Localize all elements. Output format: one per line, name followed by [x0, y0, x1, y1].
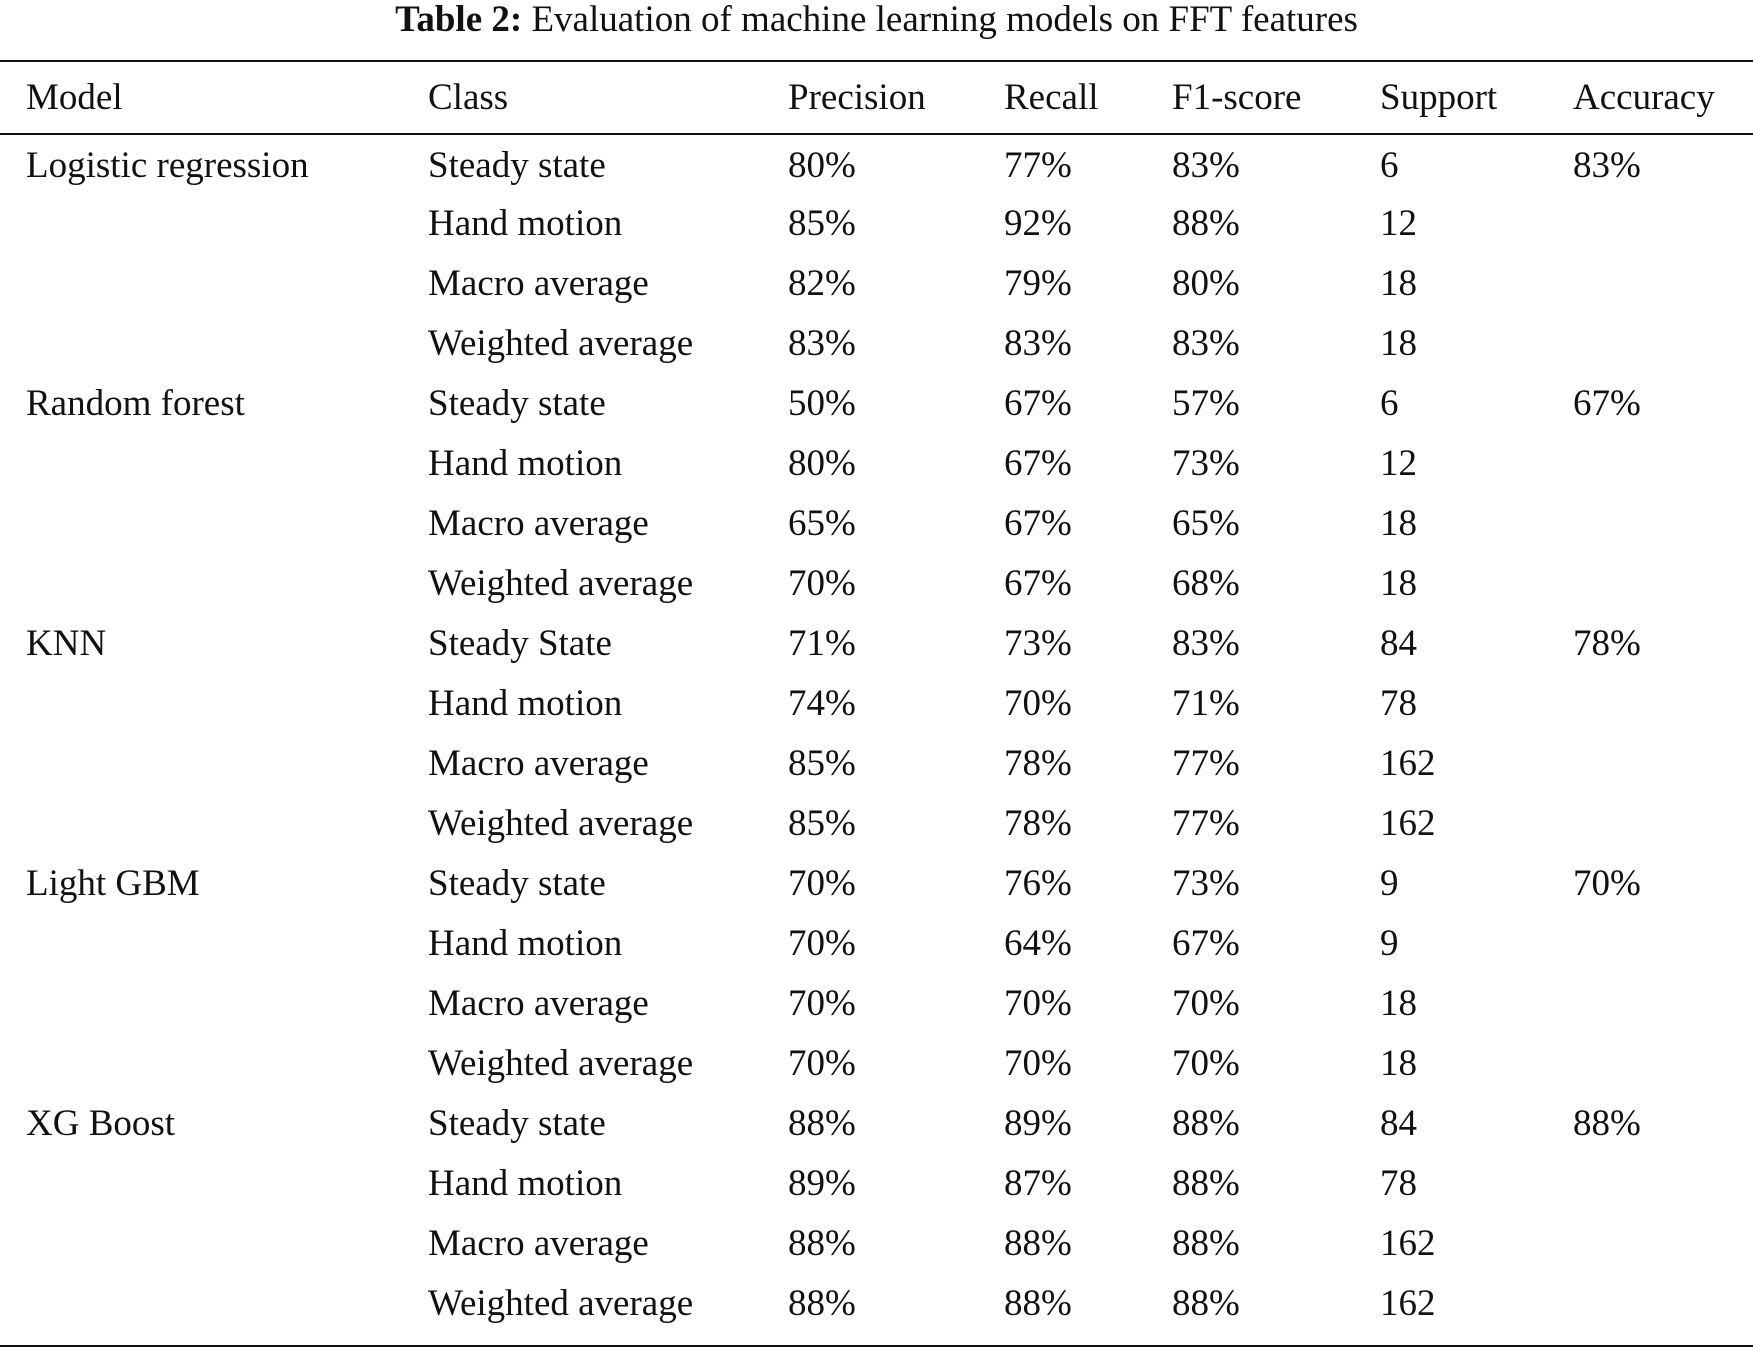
model-cell — [0, 913, 428, 973]
header-model: Model — [26, 77, 123, 118]
class-cell: Weighted average — [428, 802, 694, 844]
precision-cell: 70% — [788, 1042, 856, 1084]
class-cell: Steady state — [428, 144, 606, 186]
precision-cell: 74% — [788, 682, 856, 724]
precision-cell: 85% — [788, 202, 856, 244]
support-cell: 162 — [1380, 802, 1436, 844]
model-cell — [0, 553, 428, 613]
table-row — [0, 1033, 1753, 1093]
support-cell: 18 — [1380, 322, 1417, 364]
precision-cell: 50% — [788, 382, 856, 424]
accuracy-cell — [1573, 673, 1753, 733]
table-row — [0, 913, 1753, 973]
precision-cell: 88% — [788, 1222, 856, 1264]
recall-cell: 92% — [1004, 202, 1072, 244]
accuracy-cell — [1573, 1213, 1753, 1273]
header-recall: Recall — [1004, 77, 1099, 118]
f1-score-cell: 71% — [1172, 682, 1240, 724]
model-cell — [0, 1153, 428, 1213]
model-cell: Random forest — [26, 382, 245, 424]
precision-cell: 70% — [788, 982, 856, 1024]
support-cell: 78 — [1380, 1162, 1417, 1204]
recall-cell: 79% — [1004, 262, 1072, 304]
support-cell: 12 — [1380, 202, 1417, 244]
support-cell: 162 — [1380, 1222, 1436, 1264]
table-row — [0, 193, 1753, 253]
recall-cell: 88% — [1004, 1282, 1072, 1324]
table-row — [0, 973, 1753, 1033]
recall-cell: 67% — [1004, 502, 1072, 544]
f1-score-cell: 77% — [1172, 802, 1240, 844]
accuracy-cell — [1573, 1153, 1753, 1213]
precision-cell: 85% — [788, 742, 856, 784]
f1-score-cell: 57% — [1172, 382, 1240, 424]
f1-score-cell: 73% — [1172, 442, 1240, 484]
header-accuracy: Accuracy — [1573, 77, 1715, 118]
model-cell — [0, 1273, 428, 1333]
accuracy-cell — [1573, 253, 1753, 313]
precision-cell: 80% — [788, 442, 856, 484]
support-cell: 18 — [1380, 262, 1417, 304]
class-cell: Hand motion — [428, 202, 623, 244]
model-cell — [0, 193, 428, 253]
recall-cell: 83% — [1004, 322, 1072, 364]
f1-score-cell: 67% — [1172, 922, 1240, 964]
support-cell: 9 — [1380, 922, 1399, 964]
precision-cell: 82% — [788, 262, 856, 304]
support-cell: 9 — [1380, 862, 1399, 904]
model-cell: Logistic regression — [26, 144, 309, 186]
table-row — [0, 253, 1753, 313]
accuracy-cell — [1573, 193, 1753, 253]
class-cell: Steady state — [428, 382, 606, 424]
accuracy-cell: 88% — [1573, 1102, 1641, 1144]
support-cell: 18 — [1380, 562, 1417, 604]
support-cell: 84 — [1380, 1102, 1417, 1144]
table-row — [0, 433, 1753, 493]
precision-cell: 70% — [788, 562, 856, 604]
accuracy-cell — [1573, 493, 1753, 553]
accuracy-cell — [1573, 1033, 1753, 1093]
precision-cell: 70% — [788, 862, 856, 904]
recall-cell: 73% — [1004, 622, 1072, 664]
model-cell — [0, 793, 428, 853]
model-cell — [0, 313, 428, 373]
support-cell: 162 — [1380, 1282, 1436, 1324]
accuracy-cell — [1573, 793, 1753, 853]
model-cell — [0, 433, 428, 493]
f1-score-cell: 65% — [1172, 502, 1240, 544]
class-cell: Weighted average — [428, 562, 694, 604]
bottom-rule — [0, 1345, 1753, 1347]
recall-cell: 67% — [1004, 562, 1072, 604]
support-cell: 6 — [1380, 382, 1399, 424]
precision-cell: 89% — [788, 1162, 856, 1204]
support-cell: 18 — [1380, 1042, 1417, 1084]
table-caption — [0, 0, 1753, 44]
table-row — [0, 373, 1753, 433]
table-row — [0, 673, 1753, 733]
caption-label: Table 2: — [395, 0, 523, 40]
f1-score-cell: 68% — [1172, 562, 1240, 604]
precision-cell: 85% — [788, 802, 856, 844]
f1-score-cell: 88% — [1172, 202, 1240, 244]
accuracy-cell — [1573, 733, 1753, 793]
precision-cell: 71% — [788, 622, 856, 664]
accuracy-cell — [1573, 1273, 1753, 1333]
f1-score-cell: 83% — [1172, 144, 1240, 186]
f1-score-cell: 83% — [1172, 622, 1240, 664]
model-cell: XG Boost — [26, 1102, 176, 1144]
accuracy-cell — [1573, 973, 1753, 1033]
accuracy-cell: 78% — [1573, 622, 1641, 664]
recall-cell: 78% — [1004, 742, 1072, 784]
model-cell — [0, 733, 428, 793]
class-cell: Macro average — [428, 262, 649, 304]
header-precision: Precision — [788, 77, 926, 118]
precision-cell: 83% — [788, 322, 856, 364]
model-cell — [0, 1213, 428, 1273]
class-cell: Weighted average — [428, 1282, 694, 1324]
header-row — [0, 62, 1753, 133]
f1-score-cell: 83% — [1172, 322, 1240, 364]
precision-cell: 70% — [788, 922, 856, 964]
f1-score-cell: 77% — [1172, 742, 1240, 784]
table-row — [0, 613, 1753, 673]
model-cell — [0, 493, 428, 553]
class-cell: Macro average — [428, 1222, 649, 1264]
f1-score-cell: 88% — [1172, 1282, 1240, 1324]
precision-cell: 88% — [788, 1102, 856, 1144]
table-row — [0, 313, 1753, 373]
table-row — [0, 733, 1753, 793]
f1-score-cell: 70% — [1172, 1042, 1240, 1084]
recall-cell: 67% — [1004, 442, 1072, 484]
caption-text: Evaluation of machine learning models on FFT features — [531, 0, 1358, 40]
recall-cell: 64% — [1004, 922, 1072, 964]
support-cell: 162 — [1380, 742, 1436, 784]
table-row — [0, 493, 1753, 553]
recall-cell: 89% — [1004, 1102, 1072, 1144]
table-row — [0, 133, 1753, 193]
recall-cell: 77% — [1004, 144, 1072, 186]
recall-cell: 87% — [1004, 1162, 1072, 1204]
accuracy-cell — [1573, 313, 1753, 373]
header-class: Class — [428, 77, 509, 118]
results-table — [0, 62, 1753, 1333]
class-cell: Hand motion — [428, 442, 623, 484]
class-cell: Macro average — [428, 742, 649, 784]
support-cell: 84 — [1380, 622, 1417, 664]
accuracy-cell — [1573, 913, 1753, 973]
class-cell: Macro average — [428, 502, 649, 544]
recall-cell: 70% — [1004, 982, 1072, 1024]
model-cell: Light GBM — [26, 862, 200, 904]
precision-cell: 65% — [788, 502, 856, 544]
recall-cell: 70% — [1004, 1042, 1072, 1084]
support-cell: 6 — [1380, 144, 1399, 186]
table-row — [0, 793, 1753, 853]
precision-cell: 80% — [788, 144, 856, 186]
class-cell: Weighted average — [428, 1042, 694, 1084]
accuracy-cell: 70% — [1573, 862, 1641, 904]
precision-cell: 88% — [788, 1282, 856, 1324]
f1-score-cell: 88% — [1172, 1162, 1240, 1204]
f1-score-cell: 70% — [1172, 982, 1240, 1024]
support-cell: 78 — [1380, 682, 1417, 724]
model-cell — [0, 253, 428, 313]
accuracy-cell — [1573, 433, 1753, 493]
support-cell: 18 — [1380, 982, 1417, 1024]
accuracy-cell — [1573, 553, 1753, 613]
class-cell: Hand motion — [428, 922, 623, 964]
accuracy-cell: 67% — [1573, 382, 1641, 424]
recall-cell: 70% — [1004, 682, 1072, 724]
recall-cell: 78% — [1004, 802, 1072, 844]
model-cell — [0, 673, 428, 733]
recall-cell: 88% — [1004, 1222, 1072, 1264]
class-cell: Steady state — [428, 1102, 606, 1144]
class-cell: Hand motion — [428, 682, 623, 724]
class-cell: Macro average — [428, 982, 649, 1024]
class-cell: Hand motion — [428, 1162, 623, 1204]
f1-score-cell: 80% — [1172, 262, 1240, 304]
support-cell: 12 — [1380, 442, 1417, 484]
f1-score-cell: 88% — [1172, 1222, 1240, 1264]
table-row — [0, 1273, 1753, 1333]
table-row — [0, 853, 1753, 913]
recall-cell: 76% — [1004, 862, 1072, 904]
recall-cell: 67% — [1004, 382, 1072, 424]
table-row — [0, 1153, 1753, 1213]
model-cell — [0, 1033, 428, 1093]
header-f1-score: F1-score — [1172, 77, 1302, 118]
model-cell: KNN — [26, 622, 107, 664]
class-cell: Weighted average — [428, 322, 694, 364]
class-cell: Steady State — [428, 622, 612, 664]
f1-score-cell: 73% — [1172, 862, 1240, 904]
table-body — [0, 133, 1753, 1333]
support-cell: 18 — [1380, 502, 1417, 544]
model-cell — [0, 973, 428, 1033]
table-row — [0, 1213, 1753, 1273]
table-row — [0, 553, 1753, 613]
accuracy-cell: 83% — [1573, 144, 1641, 186]
f1-score-cell: 88% — [1172, 1102, 1240, 1144]
header-support: Support — [1380, 77, 1498, 118]
class-cell: Steady state — [428, 862, 606, 904]
table-row — [0, 1093, 1753, 1153]
